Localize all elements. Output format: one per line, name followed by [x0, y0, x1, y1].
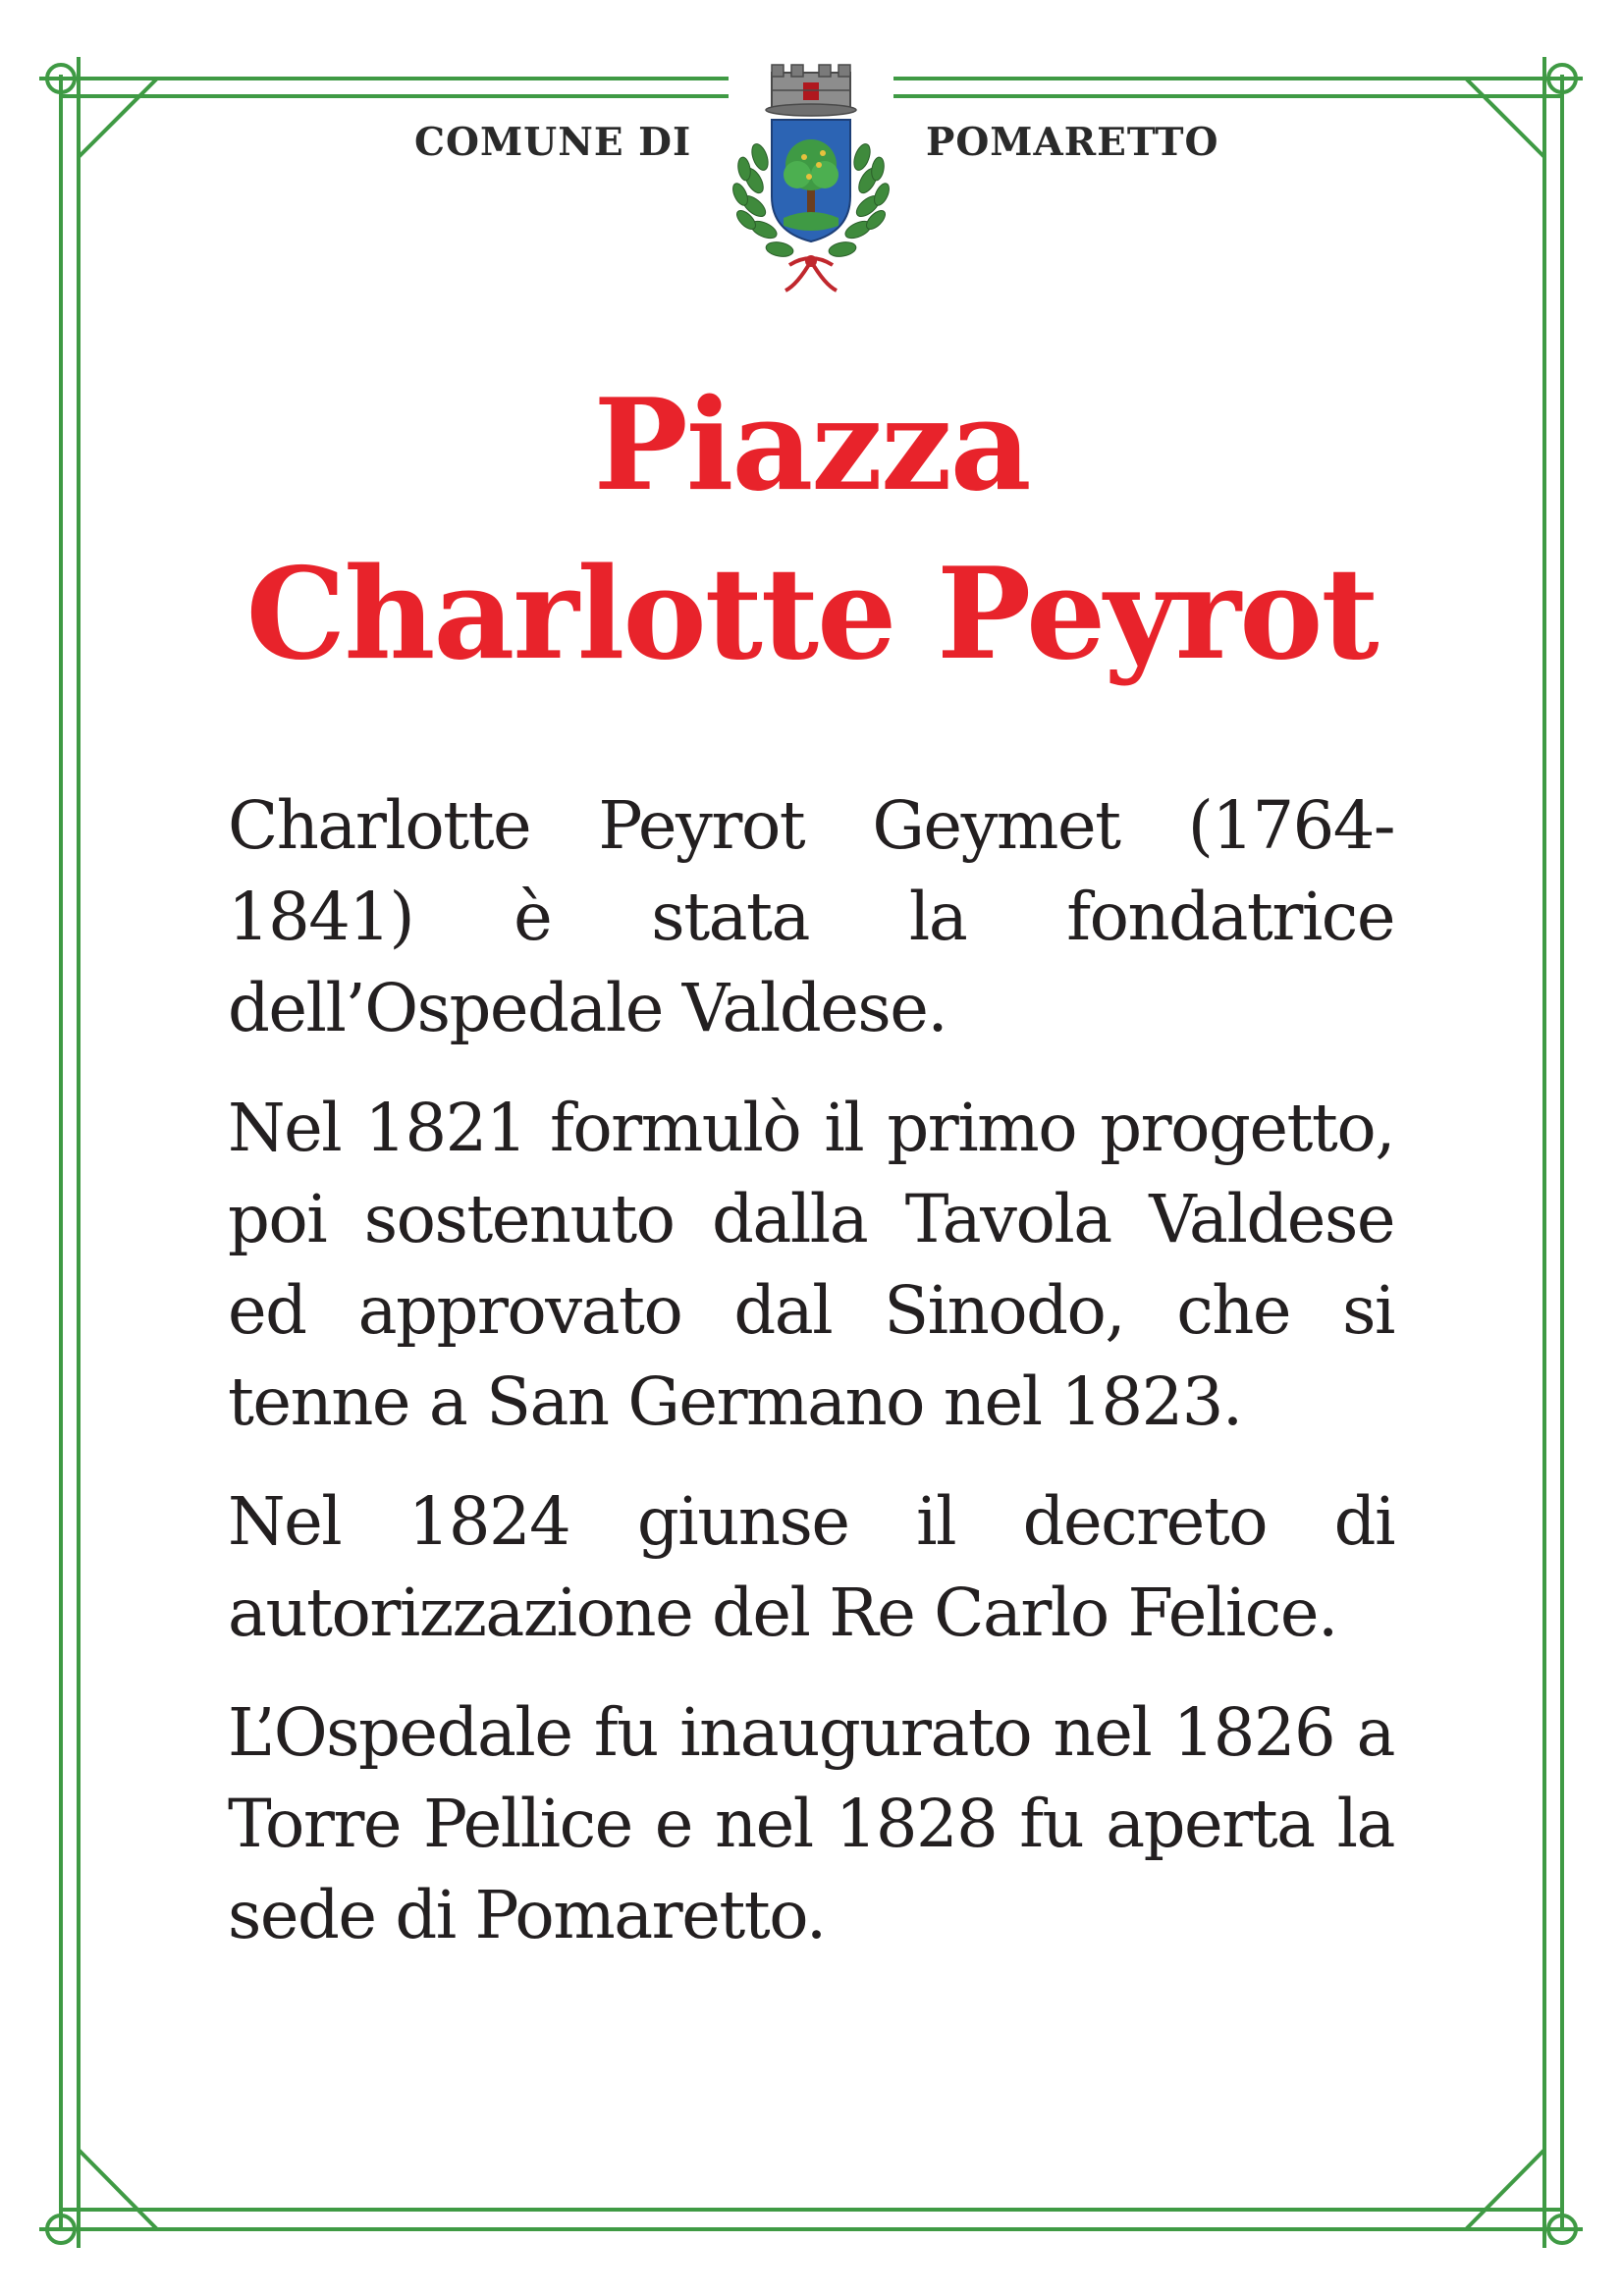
page-title	[0, 361, 1623, 699]
description-text	[228, 780, 1394, 1990]
paragraph: Charlotte Peyrot Geymet (1764-1841) è stata la fondatrice dell’Ospedale Valdese.	[228, 787, 1394, 1046]
municipality-name-label: POMARETTO	[926, 120, 1219, 165]
paragraph: L’Ospedale fu inaugurato nel 1826 a Torre Pellice e nel 1828 fu aperta la sede di Pomaretto.	[228, 1694, 1394, 1953]
coat-of-arms-icon	[721, 59, 901, 299]
comune-di-label: COMUNE DI	[414, 120, 692, 165]
paragraph: Nel 1824 giunse il decreto di autorizzazione del Re Carlo Felice.	[228, 1483, 1394, 1651]
crown-icon	[766, 65, 856, 116]
title-line-2: Charlotte Peyrot	[245, 541, 1378, 688]
title-line-1: Piazza	[593, 372, 1030, 519]
paragraph: Nel 1821 formulò il primo progetto, poi sostenuto dalla Tavola Valdese ed approvato dal Sinodo, che si tenne a San Germano nel 1823.	[228, 1090, 1394, 1440]
